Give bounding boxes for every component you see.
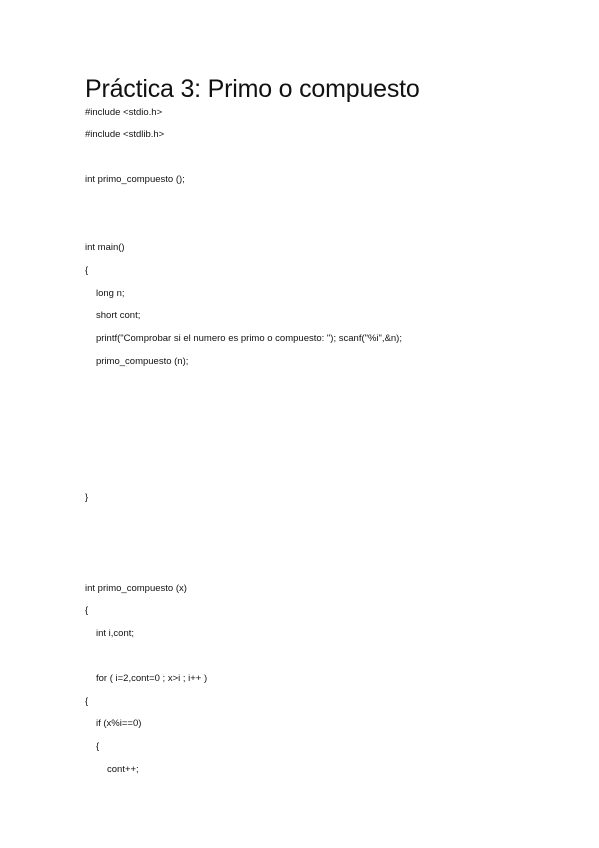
code-line-cont-increment: cont++; — [107, 764, 139, 775]
code-line-for-loop: for ( i=2,cont=0 ; x>i ; i++ ) — [96, 673, 208, 684]
code-line-if-open-brace: { — [96, 741, 100, 752]
code-line-main-close-brace: } — [85, 492, 89, 503]
code-line-main-open-brace: { — [85, 265, 89, 276]
code-line-function-open-brace: { — [85, 605, 89, 616]
code-line-if-condition: if (x%i==0) — [96, 718, 142, 729]
code-line-long-n: long n; — [96, 288, 125, 299]
code-line-int-declarations: int i,cont; — [96, 628, 135, 639]
code-line-main-signature: int main() — [85, 242, 125, 253]
code-line-include-stdio: #include <stdio.h> — [85, 107, 163, 118]
code-line-for-open-brace: { — [85, 696, 89, 707]
code-line-function-signature: int primo_compuesto (x) — [85, 583, 187, 594]
document-title: Práctica 3: Primo o compuesto — [85, 75, 420, 103]
code-line-prototype: int primo_compuesto (); — [85, 174, 185, 185]
code-line-call-primo: primo_compuesto (n); — [96, 356, 189, 367]
code-line-short-cont: short cont; — [96, 310, 141, 321]
code-line-printf-scanf: printf("Comprobar si el numero es primo o compuesto: "); scanf("%i",&n); — [96, 333, 402, 344]
code-line-include-stdlib: #include <stdlib.h> — [85, 129, 165, 140]
